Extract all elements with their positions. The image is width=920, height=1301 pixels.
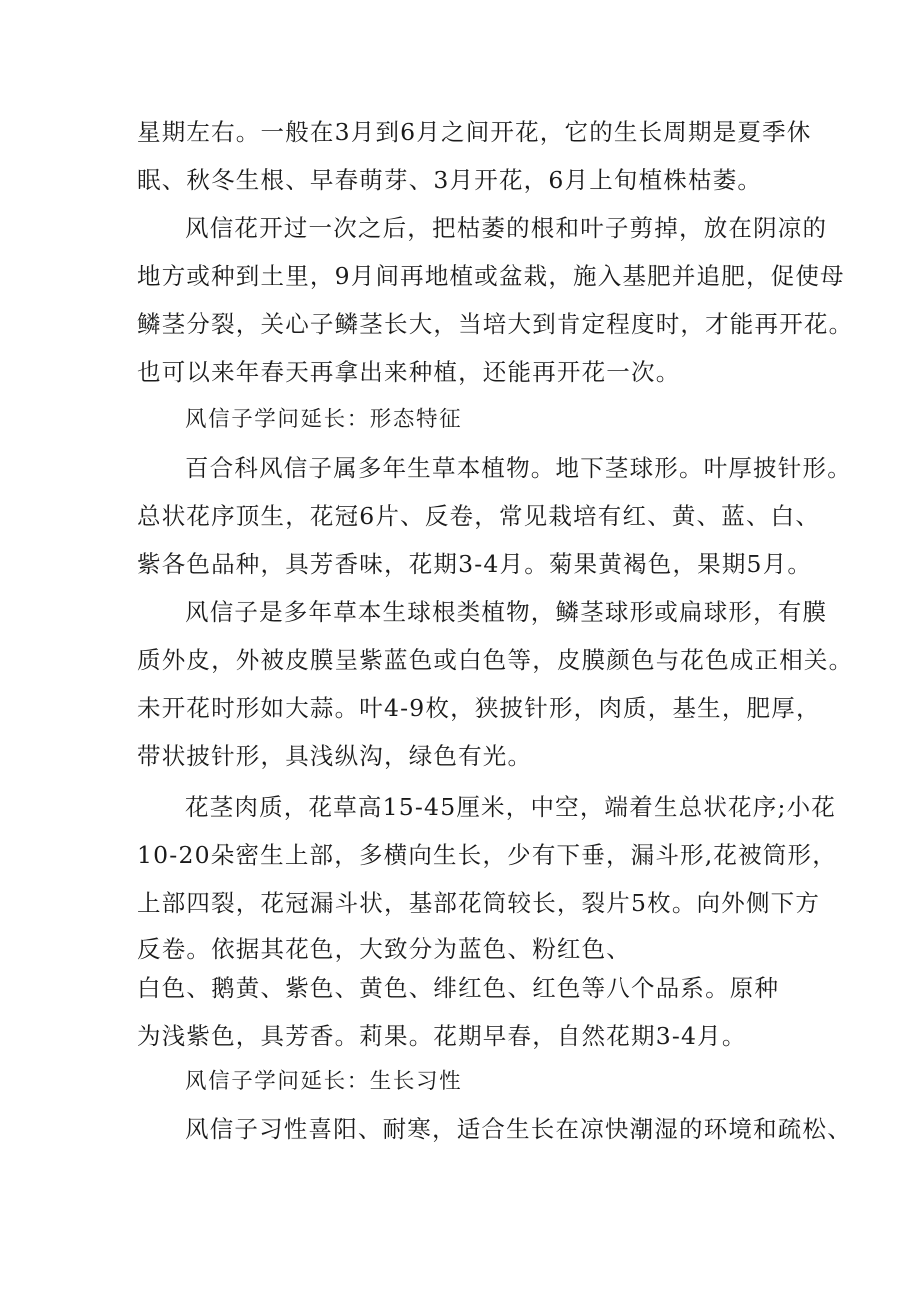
text-line: 为浅紫色，具芳香。莉果。花期早春，自然花期3-4月。 — [137, 1022, 747, 1050]
text-line: 紫各色品种，具芳香味，花期3-4月。菊果黄褐色，果期5月。 — [137, 550, 813, 578]
section-heading: 风信子学问延长：生长习性 — [185, 1069, 463, 1094]
text-line: 花茎肉质，花草高15-45厘米，中空，端着生总状花序;小花 — [185, 793, 836, 821]
text-line: 地方或种到土里，9月间再地植或盆栽，施入基肥并追肥，促使母 — [137, 262, 845, 290]
text-line: 反卷。依据其花色，大致分为蓝色、粉红色、 — [137, 935, 631, 963]
text-line: 白色、鹅黄、紫色、黄色、绯红色、红色等八个品系。原种 — [137, 974, 780, 1002]
section-heading: 风信子学问延长：形态特征 — [185, 407, 463, 432]
text-line: 风信子是多年草本生球根类植物，鳞茎球形或扁球形，有膜 — [185, 598, 828, 626]
text-line: 带状披针形，具浅纵沟，绿色有光。 — [137, 742, 533, 770]
text-line: 也可以来年春天再拿出来种植，还能再开花一次。 — [137, 358, 681, 386]
text-line: 鳞茎分裂，关心子鳞茎长大，当培大到肯定程度时，才能再开花。 — [137, 310, 854, 338]
text-line: 10-20朵密生上部，多横向生长，少有下垂，漏斗形,花被筒形， — [137, 841, 837, 869]
text-line: 风信花开过一次之后，把枯萎的根和叶子剪掉，放在阴凉的 — [185, 214, 828, 242]
text-line: 未开花时形如大蒜。叶4-9枚，狭披针形，肉质，基生，肥厚， — [137, 694, 821, 722]
text-line: 风信子习性喜阳、耐寒，适合生长在凉快潮湿的环境和疏松、 — [185, 1115, 852, 1143]
text-line: 眠、秋冬生根、早春萌芽、3月开花，6月上旬植株枯萎。 — [137, 166, 763, 194]
text-line: 星期左右。一般在3月到6月之间开花，它的生长周期是夏季休 — [137, 118, 812, 146]
text-line: 上部四裂，花冠漏斗状，基部花筒较长，裂片5枚。向外侧下方 — [137, 889, 821, 917]
text-line: 质外皮，外被皮膜呈紫蓝色或白色等，皮膜颜色与花色成正相关。 — [137, 646, 854, 674]
text-line: 百合科风信子属多年生草本植物。地下茎球形。叶厚披针形。 — [185, 454, 852, 482]
text-line: 总状花序顶生，花冠6片、反卷，常见栽培有红、黄、蓝、白、 — [137, 502, 821, 530]
